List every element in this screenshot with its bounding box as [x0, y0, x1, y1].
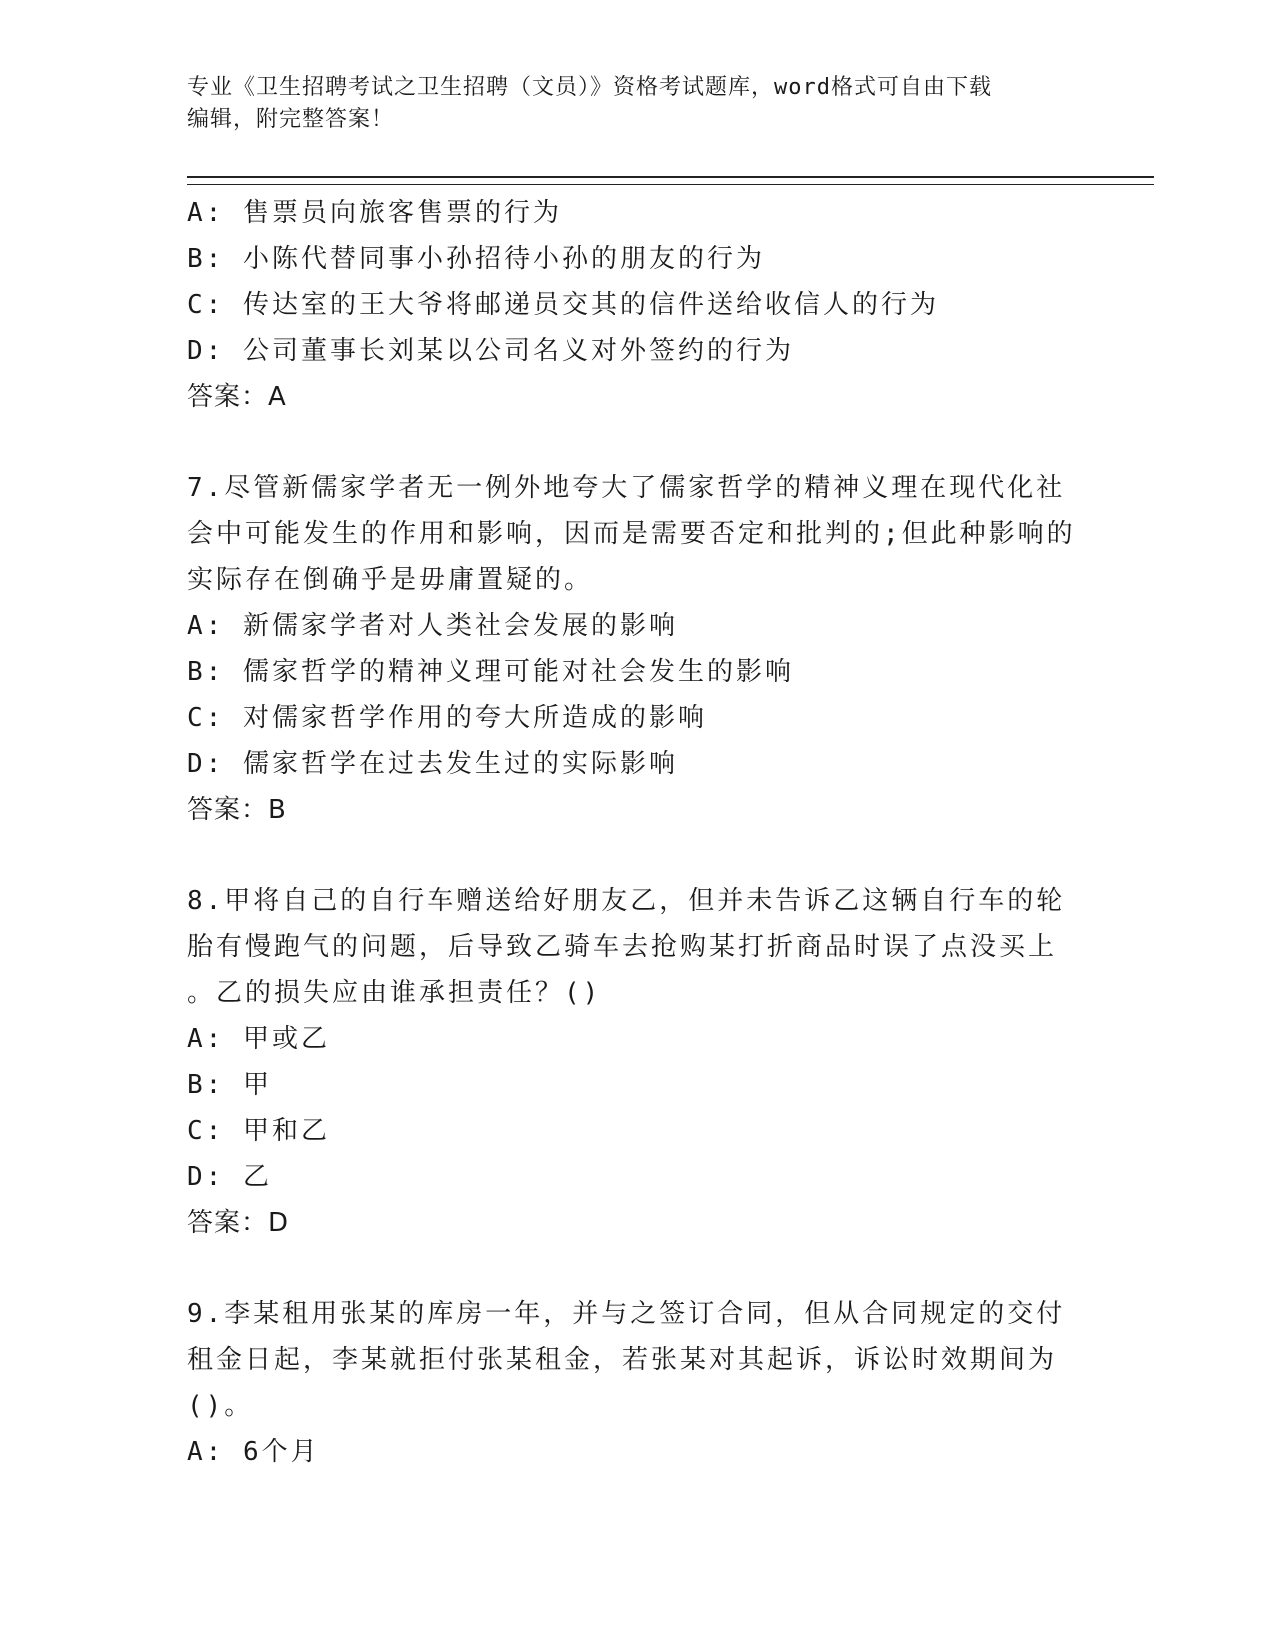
spacer — [187, 420, 1087, 465]
question-9 — [187, 1291, 1087, 1475]
question-stem-line: 7.尽管新儒家学者无一例外地夸大了儒家哲学的精神义理在现代化社 — [187, 473, 1066, 503]
answer: 答案：A — [187, 382, 287, 412]
option-a: A: 甲或乙 — [187, 1024, 330, 1054]
question-stem-line: 会中可能发生的作用和影响，因而是需要否定和批判的;但此种影响的 — [187, 519, 1076, 549]
option-c: C: 对儒家哲学作用的夸大所造成的影响 — [187, 703, 707, 733]
spacer — [187, 833, 1087, 878]
question-stem-line: 9.李某租用张某的库房一年，并与之签订合同，但从合同规定的交付 — [187, 1299, 1066, 1329]
question-6 — [187, 190, 1087, 420]
answer: 答案：B — [187, 795, 287, 825]
answer: 答案：D — [187, 1208, 290, 1238]
document-header — [187, 72, 1087, 136]
option-b: B: 小陈代替同事小孙招待小孙的朋友的行为 — [187, 244, 765, 274]
header-divider — [187, 176, 1154, 185]
option-d: D: 公司董事长刘某以公司名义对外签约的行为 — [187, 336, 794, 366]
option-c: C: 甲和乙 — [187, 1116, 330, 1146]
question-list — [187, 190, 1087, 1475]
question-stem-line: 8.甲将自己的自行车赠送给好朋友乙，但并未告诉乙这辆自行车的轮 — [187, 886, 1066, 916]
question-stem-line: 胎有慢跑气的问题，后导致乙骑车去抢购某打折商品时误了点没买上 — [187, 932, 1058, 962]
header-line-2: 编辑，附完整答案！ — [187, 107, 395, 132]
question-stem-line: 实际存在倒确乎是毋庸置疑的。 — [187, 565, 594, 595]
option-d: D: 乙 — [187, 1162, 272, 1192]
question-7 — [187, 465, 1087, 833]
header-line-1: 专业《卫生招聘考试之卫生招聘（文员）》资格考试题库，word格式可自由下载 — [187, 75, 992, 100]
option-a: A: 新儒家学者对人类社会发展的影响 — [187, 611, 678, 641]
question-stem-line: 租金日起，李某就拒付张某租金，若张某对其起诉，诉讼时效期间为 — [187, 1345, 1058, 1375]
option-b: B: 甲 — [187, 1070, 272, 1100]
option-c: C: 传达室的王大爷将邮递员交其的信件送给收信人的行为 — [187, 290, 939, 320]
option-a: A: 售票员向旅客售票的行为 — [187, 198, 562, 228]
question-stem-line: ()。 — [187, 1391, 254, 1421]
option-b: B: 儒家哲学的精神义理可能对社会发生的影响 — [187, 657, 794, 687]
option-d: D: 儒家哲学在过去发生过的实际影响 — [187, 749, 678, 779]
option-a: A: 6个月 — [187, 1437, 320, 1467]
spacer — [187, 1246, 1087, 1291]
question-8 — [187, 878, 1087, 1246]
question-stem-line: 。乙的损失应由谁承担责任？() — [187, 978, 602, 1008]
